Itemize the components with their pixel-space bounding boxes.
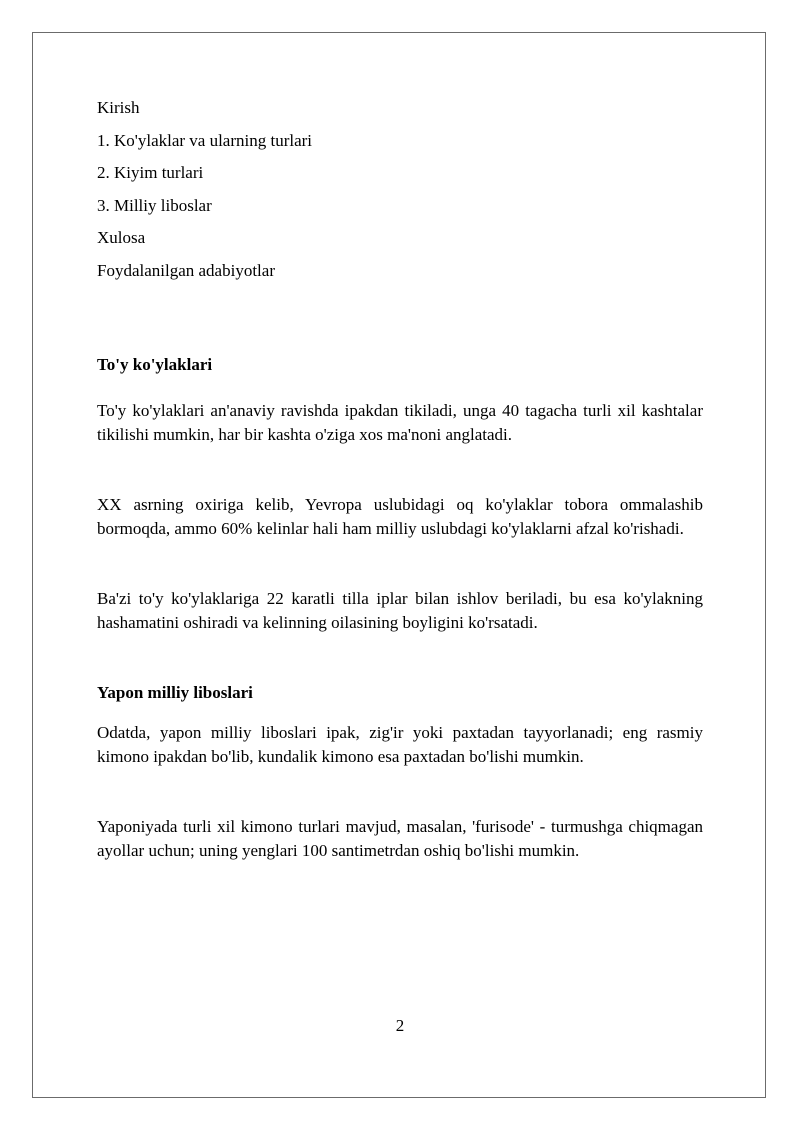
- paragraph: Ba'zi to'y ko'ylaklariga 22 karatli tilla iplar bilan ishlov beriladi, bu esa ko'ylakning hashamatini oshiradi va kelinning oilasining boyligini ko'rsatadi.: [97, 589, 703, 632]
- paragraph: To'y ko'ylaklari an'anaviy ravishda ipakdan tikiladi, unga 40 tagacha turli xil kashtalar tikilishi mumkin, har bir kashta o'ziga xos ma'noni anglatadi.: [97, 401, 703, 444]
- table-of-contents: [97, 96, 703, 291]
- section-heading-wedding-dresses: To'y ko'ylaklari: [97, 355, 213, 374]
- paragraph: XX asrning oxiriga kelib, Yevropa uslubidagi oq ko'ylaklar tobora ommalashib bormoqda, ammo 60% kelinlar hali ham milliy uslubdagi ko'ylaklarni afzal ko'rishadi.: [97, 495, 703, 538]
- page-number: 2: [395, 1016, 405, 1035]
- toc-item-1: 1. Ko'ylaklar va ularning turlari: [97, 130, 313, 150]
- toc-item-intro: Kirish: [97, 98, 140, 117]
- toc-item-references: Foydalanilgan adabiyotlar: [97, 260, 275, 280]
- toc-item-2: 2. Kiyim turlari: [97, 163, 204, 182]
- document-body: [97, 96, 703, 863]
- toc-item-conclusion: Xulosa: [97, 228, 146, 247]
- paragraph: Odatda, yapon milliy liboslari ipak, zig'ir yoki paxtadan tayyorlanadi; eng rasmiy kimono ipakdan bo'lib, kundalik kimono esa paxtadan bo'lishi mumkin.: [97, 723, 703, 766]
- toc-item-3: 3. Milliy liboslar: [97, 195, 212, 215]
- paragraph: Yaponiyada turli xil kimono turlari mavjud, masalan, 'furisode' - turmushga chiqmagan ayollar uchun; uning yenglari 100 santimetrdan oshiq bo'lishi mumkin.: [97, 817, 703, 860]
- section-heading-japanese-costumes: Yapon milliy liboslari: [97, 683, 253, 702]
